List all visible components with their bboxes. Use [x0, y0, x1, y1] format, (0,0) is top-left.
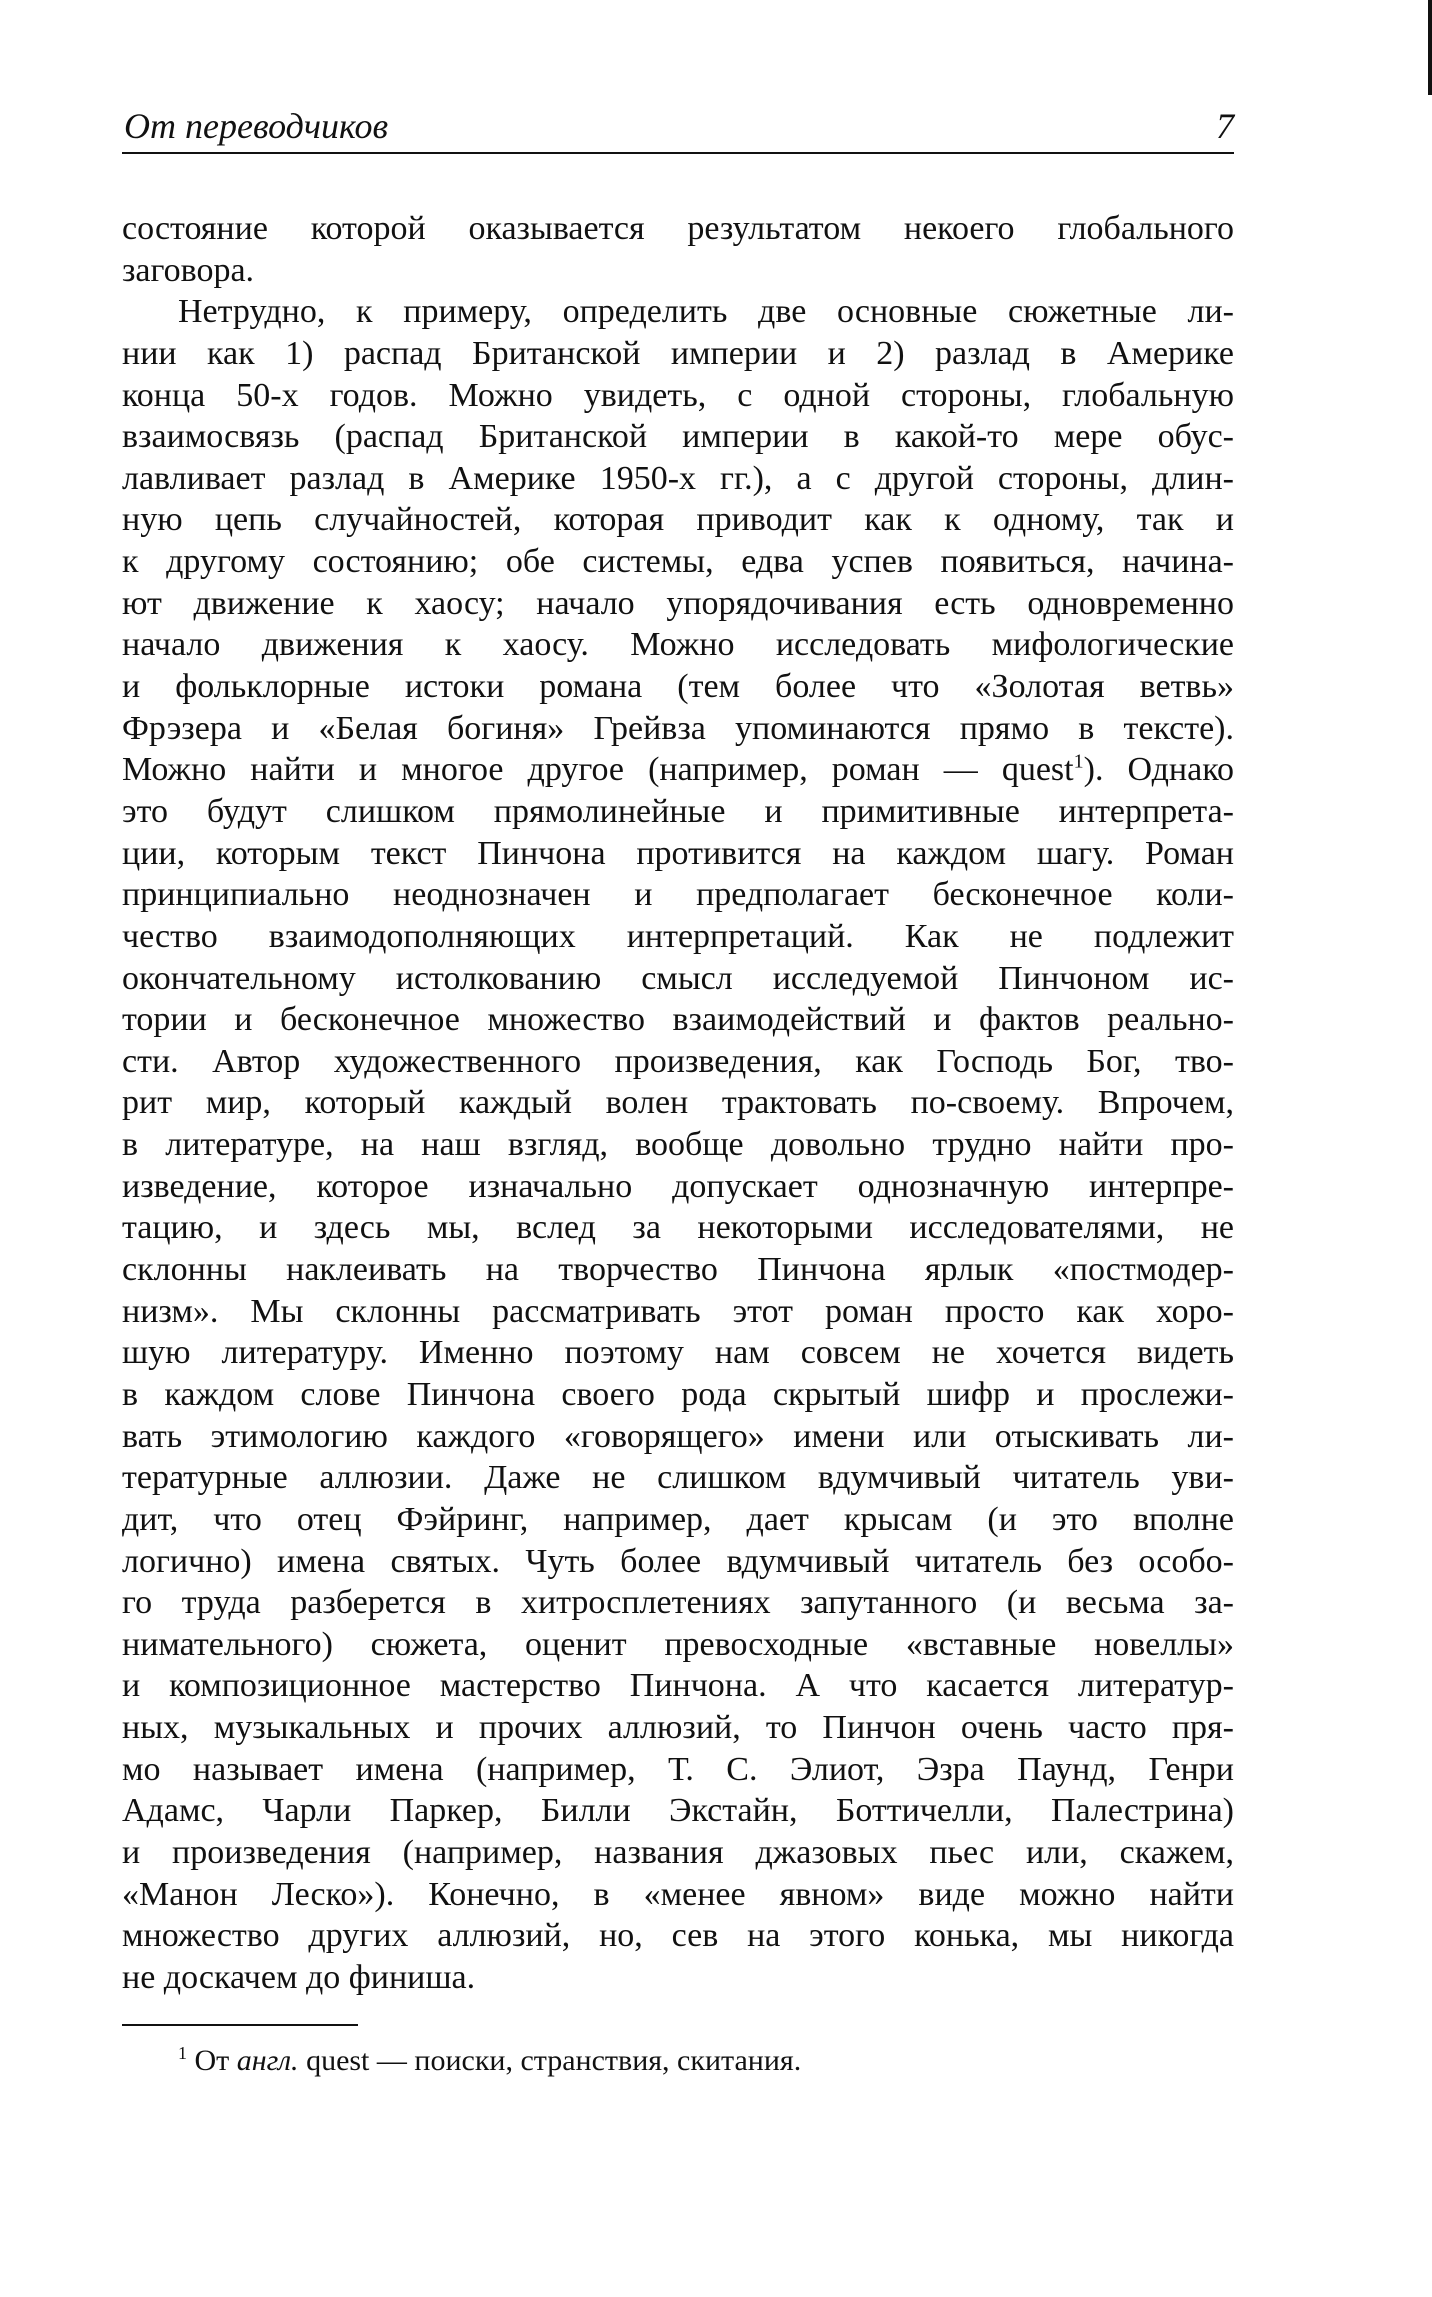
text-line-part: ). Однако: [1083, 751, 1234, 789]
text-line: состояние которой оказывается результатом некоего глобального: [122, 210, 1234, 247]
text-line: нии как 1) распад Британской империи и 2) разлад в Америке: [122, 334, 1234, 372]
text-line: го труда разберется в хитросплетениях запутанного (и весьма за-: [122, 1584, 1234, 1622]
text-line: шую литературу. Именно поэтому нам совсем не хочется видеть: [122, 1334, 1234, 1372]
page-header: [122, 100, 1234, 154]
footnote-abbreviation: англ.: [236, 2044, 299, 2077]
text-line: лавливает разлад в Америке 1950-х гг.), а с другой стороны, длин-: [122, 459, 1234, 497]
footnote-prefix: От: [194, 2044, 230, 2077]
text-line: «Манон Леско»). Конечно, в «менее явном» виде можно найти: [122, 1875, 1234, 1913]
text-line: множество других аллюзий, но, сев на этого конька, мы никогда: [122, 1917, 1234, 1955]
text-line: к другому состоянию; обе системы, едва успев появиться, начина-: [122, 543, 1234, 581]
footnote-reference: 1: [1073, 751, 1084, 773]
text-line: в каждом слове Пинчона своего рода скрытый шифр и прослежи-: [122, 1375, 1234, 1413]
footnote-text: quest — поиски, странствия, скитания.: [306, 2044, 802, 2077]
footnote: [178, 2041, 801, 2081]
text-line: ют движение к хаосу; начало упорядочивания есть одновременно: [122, 584, 1234, 622]
text-line: окончательному истолкованию смысл исследуемой Пинчоном ис-: [122, 959, 1234, 997]
text-line: логично) имена святых. Чуть более вдумчивый читатель без особо-: [122, 1542, 1234, 1580]
text-line: Нетрудно, к примеру, определить две основные сюжетные ли-: [178, 293, 1234, 331]
body-text: [122, 208, 1234, 1999]
running-head: От переводчиков: [124, 106, 389, 146]
text-line: это будут слишком прямолинейные и примитивные интерпрета-: [122, 792, 1234, 830]
text-line-part: Можно найти и многое другое (например, роман — quest: [122, 751, 1074, 789]
text-line: мо называет имена (например, Т. С. Элиот, Эзра Паунд, Генри: [122, 1750, 1234, 1788]
text-line: ную цепь случайностей, которая приводит как к одному, так и: [122, 501, 1234, 539]
text-line: низм». Мы склонны рассматривать этот роман просто как хоро-: [122, 1292, 1234, 1330]
text-line: Фрэзера и «Белая богиня» Грейвза упоминаются прямо в тексте).: [122, 709, 1234, 747]
text-line: ции, которым текст Пинчона противится на каждом шагу. Роман: [122, 834, 1234, 872]
text-line: чество взаимодополняющих интерпретаций. Как не подлежит: [122, 917, 1234, 955]
text-line: и композиционное мастерство Пинчона. А что касается литератур-: [122, 1667, 1234, 1705]
text-line: Адамс, Чарли Паркер, Билли Экстайн, Боттичелли, Палестрина): [122, 1792, 1234, 1830]
text-line: тературные аллюзии. Даже не слишком вдумчивый читатель уви-: [122, 1459, 1234, 1497]
text-line-with-footnote-ref: [122, 749, 1234, 791]
text-line: и произведения (например, названия джазовых пьес или, скажем,: [122, 1833, 1234, 1871]
text-line: сти. Автор художественного произведения, как Господь Бог, тво-: [122, 1042, 1234, 1080]
text-line: не доскачем до финиша.: [122, 1958, 476, 1996]
text-line: склонны наклеивать на творчество Пинчона ярлык «постмодер-: [122, 1251, 1234, 1289]
text-line: дит, что отец Фэйринг, например, дает крысам (и это вполне: [122, 1500, 1234, 1538]
text-line: ных, музыкальных и прочих аллюзий, то Пинчон очень часто пря-: [122, 1709, 1234, 1747]
scan-edge-mark: [1428, 0, 1432, 95]
text-line: вать этимологию каждого «говорящего» имени или отыскивать ли-: [122, 1417, 1234, 1455]
text-line: начало движения к хаосу. Можно исследовать мифологические: [122, 626, 1234, 664]
text-line: конца 50-х годов. Можно увидеть, с одной стороны, глобальную: [122, 376, 1234, 414]
text-line: заговора.: [122, 251, 255, 289]
page-number: 7: [1216, 106, 1234, 146]
text-line: рит мир, который каждый волен трактовать по-своему. Впрочем,: [122, 1084, 1234, 1122]
footnote-separator: [122, 2024, 358, 2026]
text-line: взаимосвязь (распад Британской империи в какой-то мере обус-: [122, 418, 1234, 456]
text-line: принципиально неоднозначен и предполагает бесконечное коли-: [122, 876, 1234, 914]
text-line: изведение, которое изначально допускает однозначную интерпре-: [122, 1167, 1234, 1205]
text-line: и фольклорные истоки романа (тем более что «Золотая ветвь»: [122, 668, 1234, 706]
text-line: нимательного) сюжета, оценит превосходные «вставные новеллы»: [122, 1625, 1234, 1663]
text-line: тории и бесконечное множество взаимодействий и фактов реально-: [122, 1001, 1234, 1039]
text-line: в литературе, на наш взгляд, вообще довольно трудно найти про-: [122, 1126, 1234, 1164]
text-line: тацию, и здесь мы, вслед за некоторыми исследователями, не: [122, 1209, 1234, 1247]
footnote-marker: 1: [178, 2043, 187, 2063]
